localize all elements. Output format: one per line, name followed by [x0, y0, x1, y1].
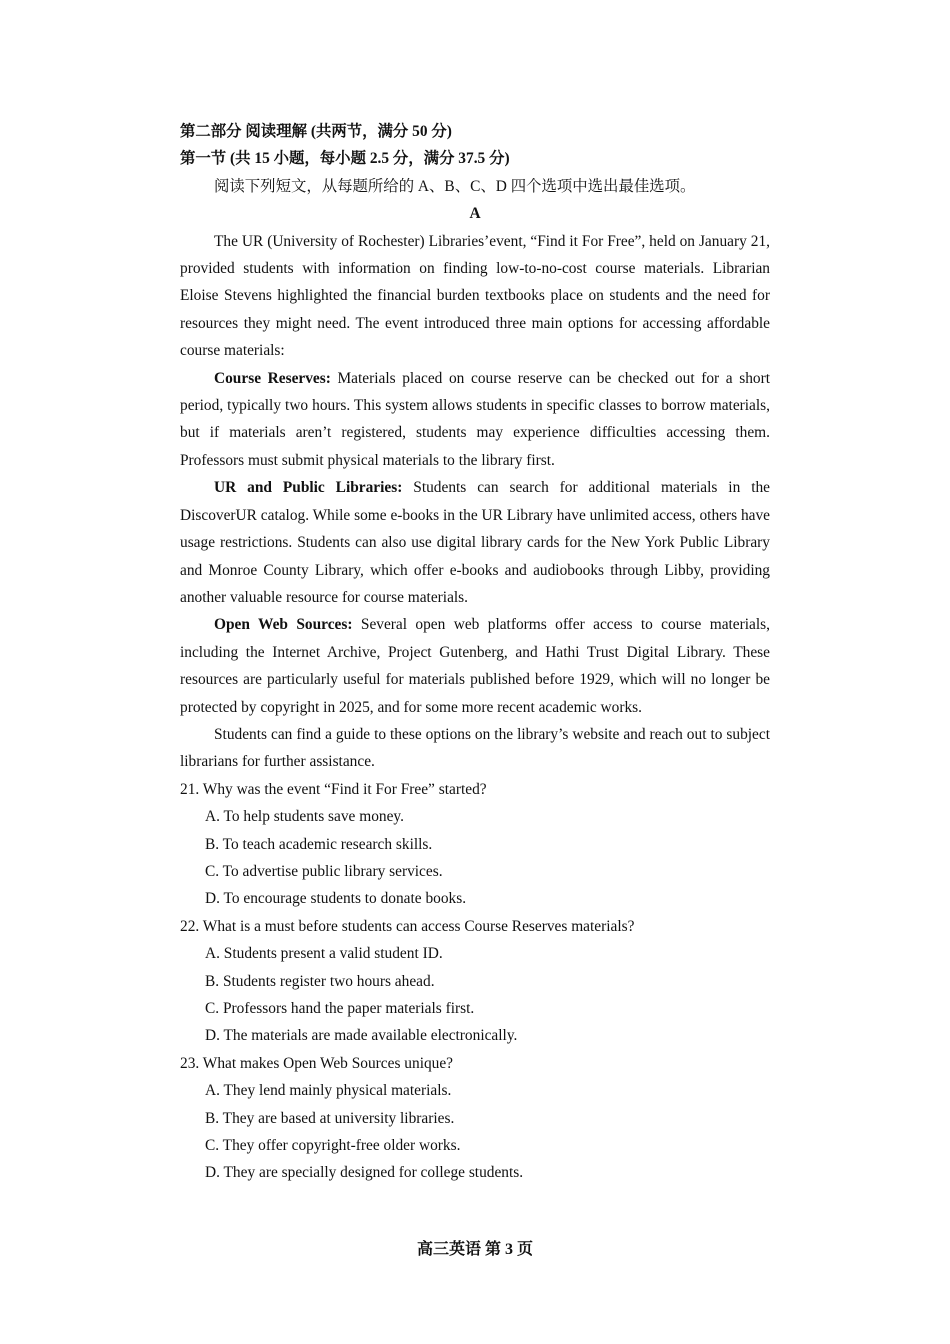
question-option: C. They offer copyright-free older works.	[205, 1137, 461, 1155]
question-option: A. To help students save money.	[205, 808, 404, 826]
question-option: B. Students register two hours ahead.	[205, 972, 435, 990]
passage-paragraph	[180, 365, 770, 475]
question-option: A. Students present a valid student ID.	[205, 945, 443, 963]
paragraph-lead: Course Reserves:	[214, 369, 331, 387]
question-option: B. To teach academic research skills.	[205, 835, 433, 853]
question-option: C. Professors hand the paper materials first.	[205, 1000, 475, 1017]
question-option: B. They are based at university libraries.	[205, 1109, 455, 1127]
instruction: 阅读下列短文，从每题所给的 A、B、C、D 四个选项中选出最佳选项。	[214, 177, 696, 195]
question-option: A. They lend mainly physical materials.	[205, 1082, 452, 1100]
question-stem: 23. What makes Open Web Sources unique?	[180, 1054, 454, 1072]
passage-label: A	[469, 205, 481, 223]
passage-paragraph	[180, 611, 770, 721]
question-option: D. To encourage students to donate books.	[205, 890, 467, 908]
paragraph-text: Students can search for additional materials in the DiscoverUR catalog. While some e-books in the UR Library have unlimited access, others have usage restrictions. Students can also use digital library cards for the New York Public Library and Monroe County Library, which offer e-books and audiobooks through Libby, providing another valuable resource for course materials.	[180, 479, 770, 606]
passage-paragraph	[180, 721, 770, 776]
paragraph-text: Students can find a guide to these options on the library’s website and reach out to subject librarians for further assistance.	[180, 725, 770, 771]
paragraph-text: Materials placed on course reserve can be checked out for a short period, typically two hours. This system allows students in specific classes to borrow materials, but if materials aren’t registered, students may experience difficulties accessing them. Professors must submit physical materials to the library first.	[180, 369, 770, 469]
question-option: D. The materials are made available electronically.	[205, 1027, 518, 1045]
section-title: 第一节 (共 15 小题，每小题 2.5 分，满分 37.5 分)	[180, 150, 510, 168]
paragraph-lead: Open Web Sources:	[214, 616, 353, 634]
questions	[180, 776, 770, 1187]
paragraph-lead: UR and Public Libraries:	[214, 479, 403, 497]
paragraph-text: Several open web platforms offer access to course materials, including the Internet Archive, Project Gutenberg, and Hathi Trust Digital Library. These resources are particularly useful for materials published before 1929, which will no longer be protected by copyright in 2025, and for some more recent academic works.	[180, 616, 770, 716]
part-title: 第二部分 阅读理解 (共两节，满分 50 分)	[180, 123, 452, 140]
exam-page	[180, 118, 770, 1187]
passage-paragraph	[180, 228, 770, 365]
question-stem: 22. What is a must before students can access Course Reserves materials?	[180, 917, 635, 935]
question-option: C. To advertise public library services.	[205, 862, 443, 880]
passage-body	[180, 228, 770, 776]
passage-paragraph	[180, 474, 770, 611]
question-stem: 21. Why was the event “Find it For Free” started?	[180, 780, 487, 798]
question-option: D. They are specially designed for college students.	[205, 1164, 524, 1182]
paragraph-text: The UR (University of Rochester) Libraries’event, “Find it For Free”, held on January 21, provided students with information on finding low-to-no-cost course materials. Librarian Eloise Stevens highlighted the financial burden textbooks place on students and the need for resources they might need. The event introduced three main options for accessing affordable course materials:	[180, 232, 770, 360]
page-footer: 高三英语 第 3 页	[416, 1241, 533, 1258]
